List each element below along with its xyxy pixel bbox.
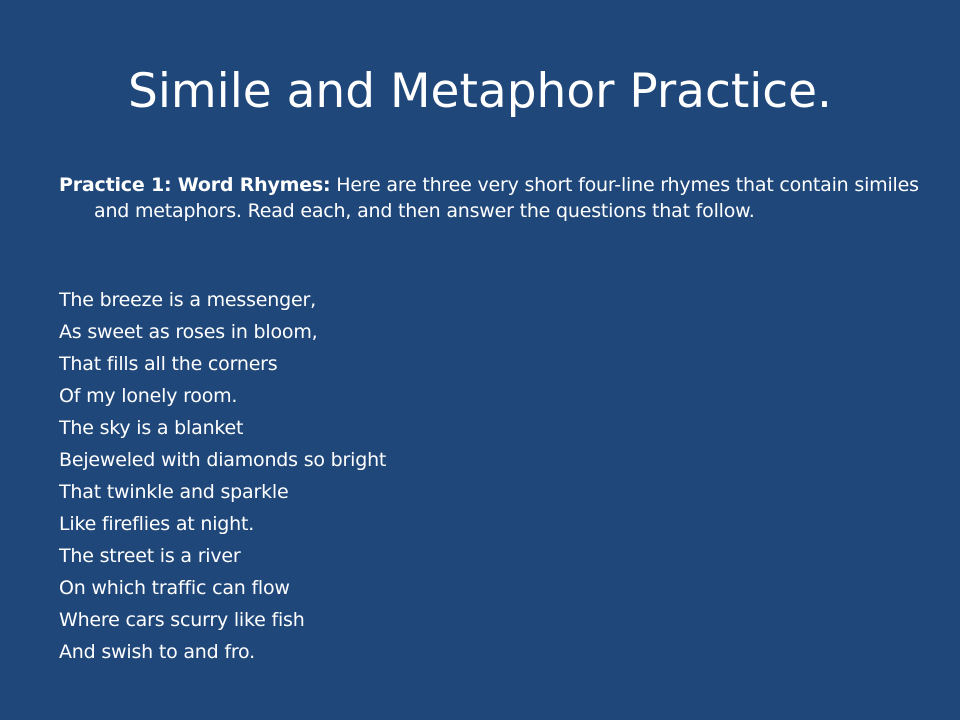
- rhyme-line: Like fireflies at night.: [59, 513, 255, 535]
- practice-instructions: [59, 172, 944, 224]
- rhyme-line: Where cars scurry like fish: [59, 609, 305, 631]
- rhyme-line: The breeze is a messenger,: [59, 289, 316, 311]
- rhyme-line: That fills all the corners: [59, 353, 278, 375]
- rhyme-line: And swish to and fro.: [59, 641, 255, 663]
- practice-heading: Practice 1: Word Rhymes:: [59, 174, 331, 196]
- rhyme-lines: [59, 284, 386, 668]
- rhyme-line: Of my lonely room.: [59, 385, 238, 407]
- rhyme-line: That twinkle and sparkle: [59, 481, 289, 503]
- rhyme-line: Bejeweled with diamonds so bright: [59, 449, 387, 471]
- slide-title: Simile and Metaphor Practice.: [127, 64, 832, 119]
- rhyme-line: The street is a river: [59, 545, 241, 567]
- practice-instructions-text: Here are three very short four-line rhymes that contain similes and metaphors. Read each, and then answer the questions that follow.: [94, 174, 919, 222]
- rhyme-line: On which traffic can flow: [59, 577, 290, 599]
- rhyme-line: The sky is a blanket: [59, 417, 244, 439]
- rhyme-line: As sweet as roses in bloom,: [59, 321, 318, 343]
